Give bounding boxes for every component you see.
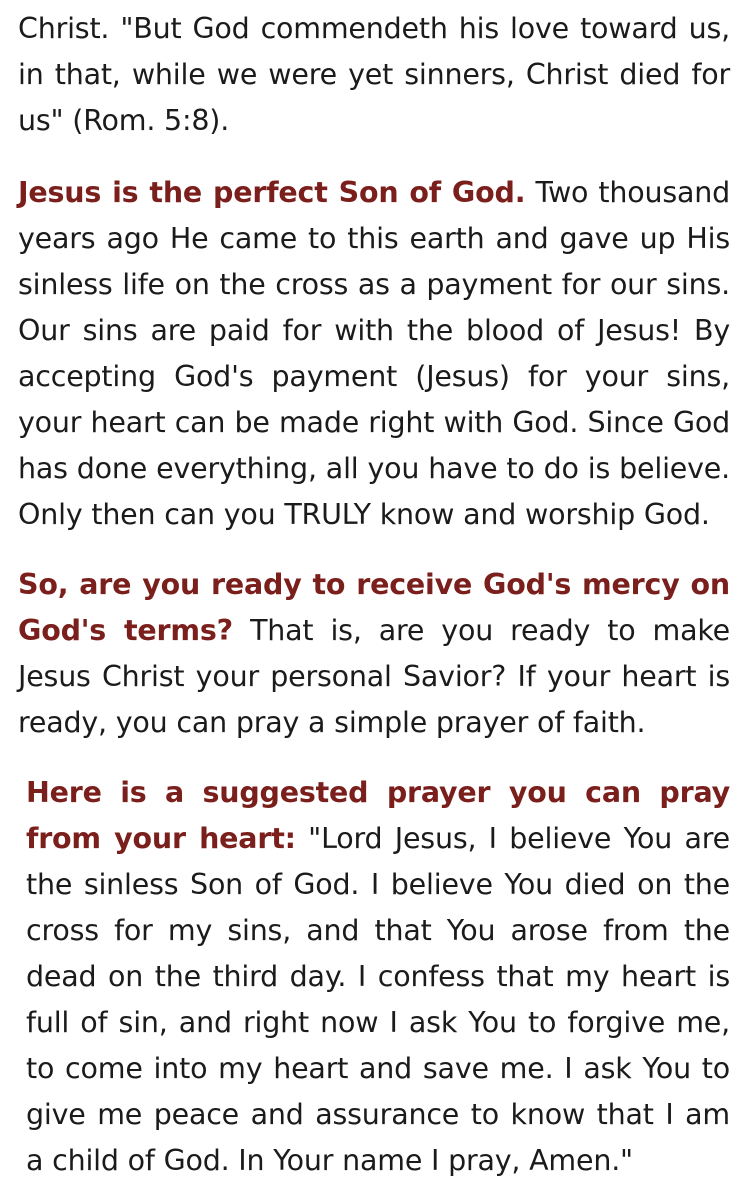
paragraph-body: Two thousand years ago He came to this earth and gave up His sinless life on the cross as a payment for our sins. Our sins are paid for with the blood of Jesus! By accepting God's payment (Jesus) for your sins, your heart can be made right with God. Since God has done everything, all you have to do is believe. Only then can you TRULY know and worship God. bbox=[18, 176, 730, 531]
paragraph-body: Christ. "But God commendeth his love toward us, in that, while we were yet sinners, Christ died for us" (Rom. 5:8). bbox=[18, 12, 730, 137]
paragraph-ready-to-receive bbox=[18, 562, 730, 746]
paragraph-body: That is, are you ready to make Jesus Christ your personal Savior? If your heart is ready, you can pray a simple prayer of faith. bbox=[18, 614, 730, 739]
paragraph-romans-quote bbox=[18, 6, 730, 144]
paragraph-body: "Lord Jesus, I believe You are the sinless Son of God. I believe You died on the cross for my sins, and that You arose from the dead on the third day. I confess that my heart is full of sin, and right now I ask You to forgive me, to come into my heart and save me. I ask You to give me peace and assurance to know that I am a child of God. In Your name I pray, Amen." bbox=[26, 822, 730, 1177]
paragraph-perfect-son bbox=[18, 170, 730, 538]
paragraph-suggested-prayer bbox=[26, 770, 730, 1184]
paragraph-lead: Here is a suggested prayer you can pray from your heart: bbox=[26, 776, 730, 855]
paragraph-lead: So, are you ready to receive God's mercy on God's terms? bbox=[18, 568, 730, 647]
paragraph-lead: Jesus is the perfect Son of God. bbox=[18, 176, 526, 209]
